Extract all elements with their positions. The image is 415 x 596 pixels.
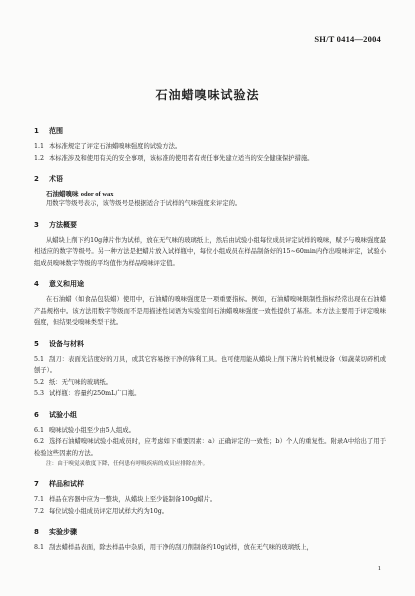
section-title: 方法概要 [49,220,77,229]
term-chinese: 石油蜡嗅味 [46,190,79,198]
clause-text: 选择石油蜡嗅味试验小组成员时，应考虑如下重要因素：a）正确评定的一致性；b）个人的重复性。附录A中给出了用于检验这些因素的方法。 [34,438,386,457]
clause-1-1 [34,141,386,153]
standard-code: SH/T 0414—2004 [314,34,381,44]
section-title: 样品和试样 [49,480,84,488]
section-title: 意义和用途 [49,280,84,288]
clause-number: 5.1 [34,355,45,363]
section-title: 设备与材料 [49,339,84,348]
clause-6-1 [34,425,386,437]
section-title: 术语 [49,175,63,183]
clause-text: 样品在容器中应为一整块，从蜡块上至少能制备100g蜡片。 [49,496,217,503]
clause-number: 7.2 [34,507,45,515]
clause-text: 本标准规定了评定石油蜡嗅味强度的试验方法。 [49,143,182,150]
section-heading-apparatus [34,339,386,349]
clause-7-2 [34,506,386,518]
clause-number: 1.1 [34,143,45,150]
section-heading-sample [34,479,386,489]
clause-1-2 [34,153,386,165]
section-number: 3 [34,220,39,229]
clause-text: 每位试验小组成员评定用试样大约为10g。 [49,507,169,515]
page-number: 1 [377,565,381,572]
clause-8-1 [34,542,386,554]
section-title: 实验步骤 [49,528,77,536]
clause-number: 7.1 [34,496,45,503]
section-heading-panel [34,410,386,420]
section-number: 8 [34,528,39,536]
clause-7-1 [34,494,386,506]
clause-number: 1.2 [34,154,45,162]
section-title: 范围 [49,127,63,135]
clause-text: 嗅味试验小组至少由5人组成。 [49,426,135,434]
clause-text: 纸：无气味的玻璃纸。 [49,378,112,386]
section-heading-terms [34,174,386,184]
term-english: odor of wax [80,191,114,198]
section-heading-scope [34,126,386,136]
section-number: 1 [34,127,39,135]
note: 注：由于嗅觉灵敏度下降，任何患有呼吸疾病的成员应排除在外。 [46,461,209,467]
section-number: 2 [34,175,39,183]
document-body [34,116,386,554]
clause-number: 5.3 [34,390,45,397]
section-number: 5 [34,339,39,348]
clause-number: 6.1 [34,426,45,434]
term-heading [46,189,386,198]
clause-number: 8.1 [34,544,45,551]
clause-number: 5.2 [34,378,45,386]
clause-number: 6.2 [34,438,45,445]
section-title: 试验小组 [49,410,77,419]
section-heading-procedure [34,527,386,537]
clause-6-2 [34,436,386,459]
document-title: 石油蜡嗅味试验法 [155,88,260,102]
term-definition: 用数字等级号表示，该等级号是根据适合于试样的气味强度来评定的。 [46,200,242,207]
section-paragraph: 从蜡块上削下约10g薄片作为试样，放在无气味的玻璃纸上，然后由试验小组每位成员评定试样的嗅味，赋予与嗅味强度最相适应的数字等级号。另一种方法是把蜡片放入试样瓶中，每位小组成员在样品制备好的15~60min内作出嗅味评定，试验小组成员嗅味数字等级的平均值作为样品嗅味评定值。 [34,236,386,267]
section-heading-significance [34,279,386,289]
clause-text: 试样瓶：容量约250mL广口瓶。 [49,390,141,397]
section-number: 6 [34,410,39,419]
clause-text: 刮去蜡样品表面，除去样品中杂质，用干净的刮刀削制备约10g试样，放在无气味的玻璃纸上， [49,544,313,551]
clause-text: 本标准涉及和使用有关的安全事项，该标准的使用者有责任事先建立适当的安全健康保护措施。 [49,154,314,162]
clause-5-1 [34,354,386,377]
section-number: 4 [34,280,39,288]
clause-5-2 [34,377,386,389]
clause-5-3 [34,388,386,400]
clause-text: 刮刀：表面光洁度好的刀具，或其它容易擦干净的锋利工具。也可使用能从蜡块上削下薄片的机械设备（如蔬菜切碎机或刨子）。 [34,355,386,374]
section-paragraph: 在石油蜡（如食品包装蜡）使用中，石油蜡的嗅味强度是一项重要指标。例如，石油蜡嗅味限制性指标经常出现在石油蜡产品规格中。该方法用数字等级而不是用描述性词语为实验室间石油蜡嗅味强度一致性提供了基准。本方法主要用于评定嗅味强度，但结果受嗅味类型干扰。 [34,296,386,326]
section-number: 7 [34,480,39,488]
section-heading-method-summary [34,220,386,230]
